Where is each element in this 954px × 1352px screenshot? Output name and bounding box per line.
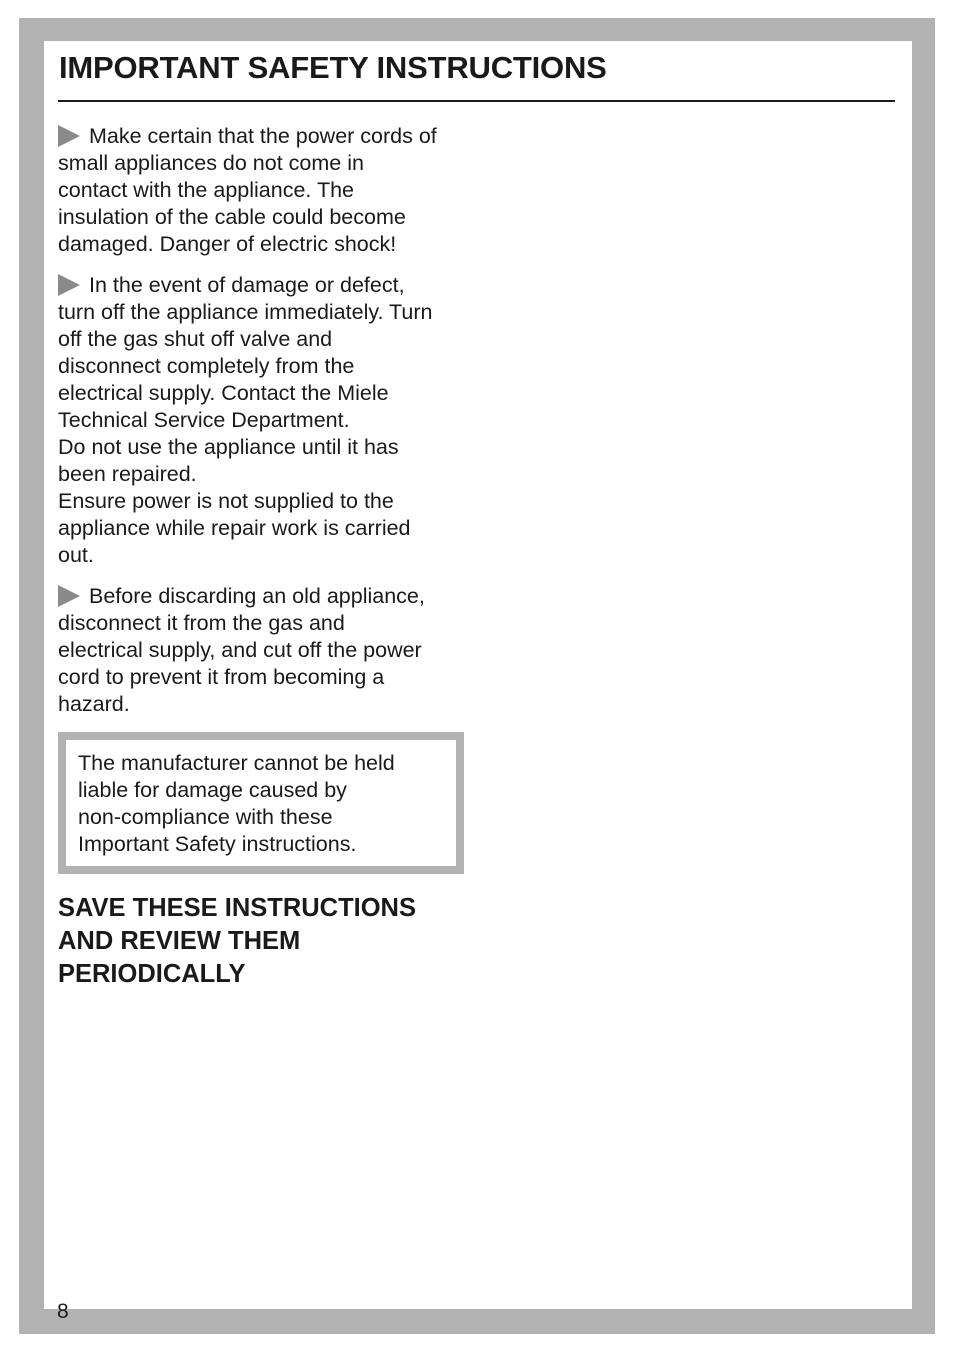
page-number: 8	[57, 1300, 69, 1323]
bullet-line: off the gas shut off valve and	[58, 327, 333, 351]
notice-line: liable for damage caused by	[78, 778, 347, 802]
notice-line: Important Safety instructions.	[78, 832, 357, 856]
bullet-line: contact with the appliance. The	[58, 178, 355, 202]
safety-item-discarding	[58, 583, 468, 718]
title-divider	[58, 100, 895, 102]
heading-line: PERIODICALLY	[58, 960, 246, 988]
bullet-line: Technical Service Department.	[58, 408, 350, 432]
bullet-line: cord to prevent it from becoming a	[58, 665, 385, 689]
instructions-column	[58, 123, 468, 991]
bullet-line: Do not use the appliance until it has	[58, 435, 399, 459]
bullet-line: Make certain that the power cords of	[89, 124, 437, 148]
bullet-line: electrical supply, and cut off the power	[58, 638, 422, 662]
bullet-line: insulation of the cable could become	[58, 205, 406, 229]
safety-item-damage-defect	[58, 272, 468, 569]
save-instructions-heading	[58, 892, 468, 991]
bullet-line: Ensure power is not supplied to the	[58, 489, 394, 513]
bullet-line: electrical supply. Contact the Miele	[58, 381, 389, 405]
notice-line: The manufacturer cannot be held	[78, 751, 395, 775]
heading-line: AND REVIEW THEM	[58, 927, 301, 955]
bullet-arrow-icon	[58, 585, 80, 607]
bullet-line: been repaired.	[58, 462, 197, 486]
bullet-line: damaged. Danger of electric shock!	[58, 232, 397, 256]
safety-item-power-cords	[58, 123, 468, 258]
heading-line: SAVE THESE INSTRUCTIONS	[58, 894, 416, 922]
bullet-line: out.	[58, 543, 94, 567]
bullet-line: In the event of damage or defect,	[89, 273, 405, 297]
bullet-arrow-icon	[58, 125, 80, 147]
bullet-line: disconnect it from the gas and	[58, 611, 345, 635]
bullet-line: turn off the appliance immediately. Turn	[58, 300, 433, 324]
bullet-line: small appliances do not come in	[58, 151, 364, 175]
page-title: IMPORTANT SAFETY INSTRUCTIONS	[59, 50, 607, 85]
bullet-line: Before discarding an old appliance,	[89, 584, 425, 608]
bullet-arrow-icon	[58, 274, 80, 296]
liability-notice-box	[58, 732, 464, 874]
bullet-line: disconnect completely from the	[58, 354, 355, 378]
bullet-line: hazard.	[58, 692, 130, 716]
notice-line: non-compliance with these	[78, 805, 333, 829]
bullet-line: appliance while repair work is carried	[58, 516, 411, 540]
